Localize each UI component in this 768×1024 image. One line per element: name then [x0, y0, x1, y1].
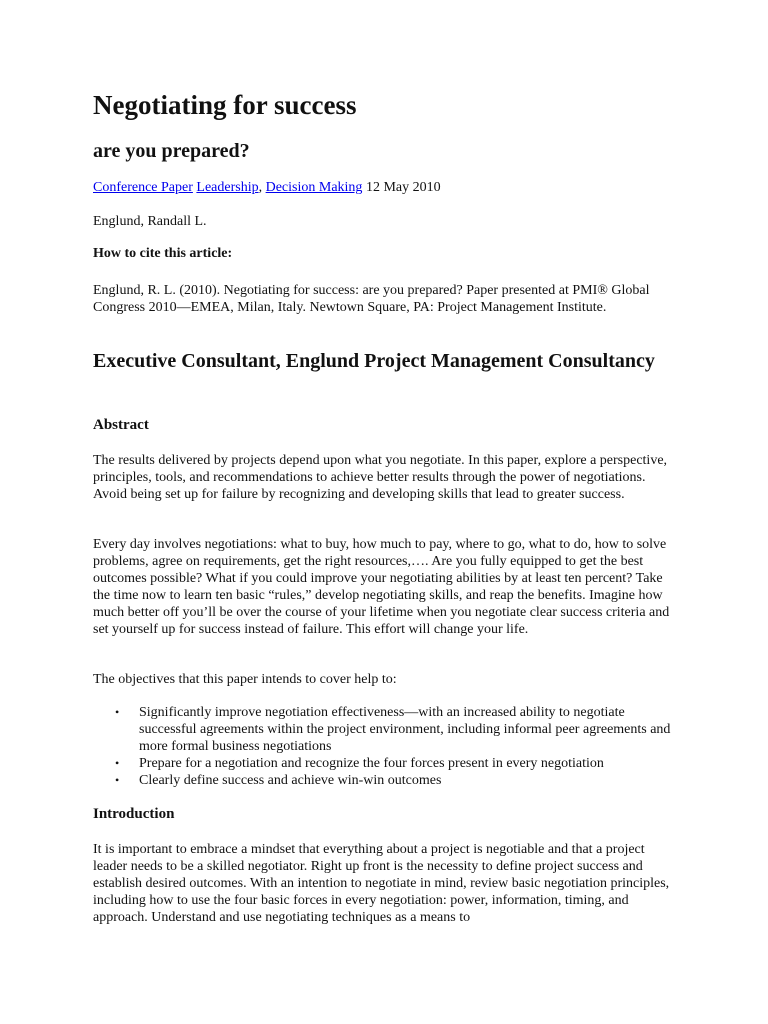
- abstract-paragraph-1: The results delivered by projects depend upon what you negotiate. In this paper, explore a perspective, principles, tools, and recommendations to achieve better results through the power of negotiations. Avoid being set up for failure by recognizing and developing skills that lead to greater success.: [93, 453, 668, 502]
- section-heading: Executive Consultant, Englund Project Management Consultancy: [93, 350, 655, 372]
- bullet-icon: •: [115, 756, 120, 770]
- article-date: 12 May 2010: [362, 180, 441, 195]
- bullet-icon: •: [115, 705, 120, 719]
- objectives-list: [93, 704, 673, 789]
- cite-heading: How to cite this article:: [93, 246, 233, 261]
- leadership-link[interactable]: Leadership: [196, 180, 259, 195]
- author-name: Englund, Randall L.: [93, 214, 207, 229]
- abstract-paragraph-2: Every day involves negotiations: what to buy, how much to pay, where to go, what to do, how to solve problems, agree on requirements, get the right resources,…. Are you fully equipped to get the best outcomes possible? What if you could improve your negotiating abilities by at least ten percent? Take the time now to learn ten basic “rules,” develop negotiating skills, and reap the benefits. Imagine how much better off you’ll be over the course of your lifetime when you negotiate clear success criteria and set yourself up for success instead of failure. This effort will change your life.: [93, 537, 670, 637]
- abstract-heading: Abstract: [93, 417, 149, 433]
- introduction-heading: Introduction: [93, 806, 175, 822]
- list-item-text: Clearly define success and achieve win-win outcomes: [139, 773, 442, 788]
- article-meta: [93, 180, 441, 196]
- introduction-paragraph: It is important to embrace a mindset that everything about a project is negotiable and that a project leader needs to be a skilled negotiator. Right up front is the necessity to define project success and establish desired outcomes. With an intention to negotiate in mind, review basic negotiation principles, including how to use the four basic forces in every negotiation: power, information, timing, and approach. Understand and use negotiating techniques as a means to: [93, 842, 670, 925]
- list-item-text: Significantly improve negotiation effectiveness—with an increased ability to negotiate successful agreements within the project environment, including informal peer agreements and more formal business negotiations: [139, 705, 671, 754]
- meta-separator: ,: [258, 180, 266, 195]
- list-item: [93, 772, 673, 789]
- list-item-text: Prepare for a negotiation and recognize the four forces present in every negotiation: [139, 756, 604, 771]
- decision-making-link[interactable]: Decision Making: [265, 180, 363, 195]
- list-item: [93, 704, 673, 755]
- conference-paper-link[interactable]: Conference Paper: [93, 180, 193, 195]
- citation-text: Englund, R. L. (2010). Negotiating for success: are you prepared? Paper presented at PMI® Global Congress 2010—EMEA, Milan, Italy. Newtown Square, PA: Project Management Institute.: [93, 283, 650, 315]
- list-item: [93, 755, 673, 772]
- objectives-intro: The objectives that this paper intends to cover help to:: [93, 672, 397, 687]
- bullet-icon: •: [115, 773, 120, 787]
- page-subtitle: are you prepared?: [93, 140, 250, 162]
- page-title: Negotiating for success: [93, 90, 357, 120]
